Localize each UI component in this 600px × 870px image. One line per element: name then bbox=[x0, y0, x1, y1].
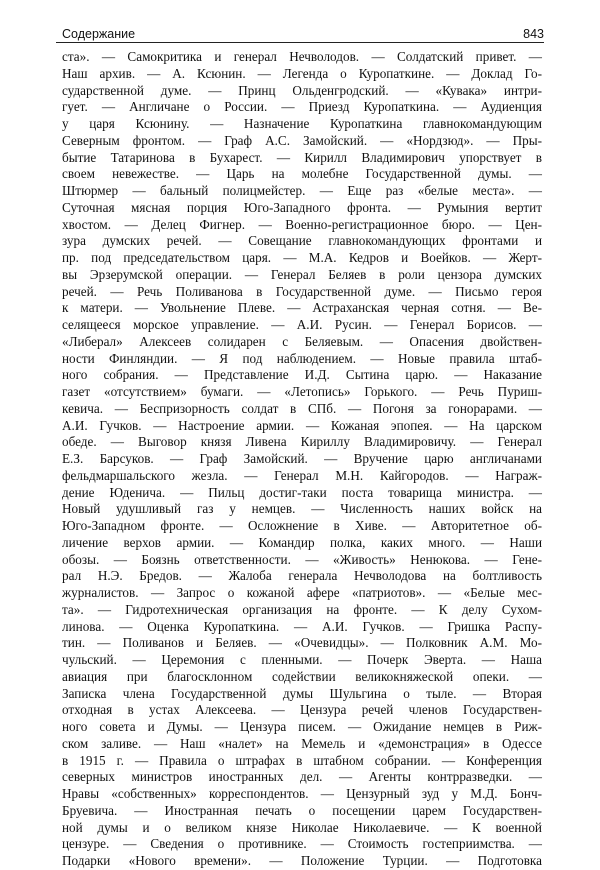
text-line: Новый удушливый газ у немцев. — Численность наших войск на bbox=[62, 501, 542, 517]
text-line: зура думских речей. — Совещание главнокомандующих фронтами и bbox=[62, 233, 542, 249]
text-line: селящееся морское управление. — А.И. Русин. — Генерал Борисов. — bbox=[62, 317, 542, 332]
text-line: пр. под председательством царя. — М.А. Кедров и Воейков. — Жерт- bbox=[62, 250, 542, 265]
text-line: журналистов. — Запрос о кожаной афере «патриотов». — «Белые мес- bbox=[62, 585, 542, 600]
text-line: Юго-Западном фронте. — Осложнение в Хиве. — Авторитетное об- bbox=[62, 518, 542, 533]
text-line: обеде. — Выговор князя Ливена Кириллу Владимировичу. — Генерал bbox=[62, 434, 542, 450]
text-line: А.И. Гучков. — Настроение армии. — Кожаная эпопея. — На царском bbox=[62, 417, 542, 433]
text-line: чульский. — Церемония с пленными. — Почерк Эверта. — Наша bbox=[62, 652, 542, 667]
text-line: Бруевича. — Иностранная печать о посещении царем Государствен- bbox=[62, 802, 542, 818]
text-line: тин. — Поливанов и Беляев. — «Очевидцы». — Полковник А.М. Мо- bbox=[62, 635, 542, 651]
text-line: авиация при благосклонном содействии великокняжеской опеки. — bbox=[62, 668, 542, 684]
text-line: хвостом. — Делец Фигнер. — Военно-регистрационное бюро. — Цен- bbox=[62, 216, 542, 232]
text-line: гует. — Англичане о России. — Приезд Куропаткина. — Аудиенция bbox=[62, 99, 542, 115]
text-line: обозы. — Боязнь ответственности. — «Живость» Ненюкова. — Гене- bbox=[62, 551, 542, 567]
text-line: в 1915 г. — Правила о штрафах в штабном собрании. — Конференция bbox=[62, 752, 542, 768]
text-line: Подарки «Нового времени». — Положение Турции. — Подготовка bbox=[62, 853, 542, 868]
text-line: цензуре. — Сведения о противнике. — Стоимость гостеприимства. — bbox=[62, 836, 542, 852]
text-line: Записка члена Государственной думы Шульгина о тыле. — Вторая bbox=[62, 685, 542, 701]
body-text bbox=[62, 49, 542, 870]
text-line: Штюрмер — бальный полицмейстер. — Еще раз «белые места». — bbox=[62, 183, 542, 198]
text-line: «Либерал» Алексеев солидарен с Беляевым. — Опасения двойствен- bbox=[62, 333, 542, 349]
text-line: Суточная мясная порция Юго-Западного фронта. — Румыния вертит bbox=[62, 199, 542, 215]
section-title: Содержание bbox=[62, 27, 136, 41]
text-line: Наш архив. — А. Ксюнин. — Легенда о Куропаткине. — Доклад Го- bbox=[62, 65, 542, 81]
text-line: линова. — Оценка Куропаткина. — А.И. Гучков. — Гришка Распу- bbox=[62, 618, 542, 634]
text-line: Северным фронтом. — Граф А.С. Замойский. — «Нордзюд». — Пры- bbox=[62, 132, 542, 148]
text-line: личение верхов армии. — Командир полка, каких много. — Наши bbox=[62, 534, 542, 550]
text-line: ного собрания. — Представление И.Д. Сытина царю. — Наказание bbox=[62, 367, 542, 383]
text-line: кевича. — Беспризорность солдат в СПб. — Погоня за гонорарами. — bbox=[62, 400, 542, 416]
text-line: Е.З. Барсуков. — Граф Замойский. — Вручение царю англичанами bbox=[62, 451, 542, 466]
page-number: 843 bbox=[523, 27, 544, 41]
text-line: отходная в устах Алексеева. — Цензура речей членов Государствен- bbox=[62, 702, 542, 718]
text-line: у царя Ксюнину. — Назначение Куропаткина главнокомандующим bbox=[62, 116, 542, 131]
text-line: ного совета и Думы. — Цензура писем. — Ожидание немцев в Риж- bbox=[62, 719, 542, 734]
text-line: ности Финляндии. — Я под наблюдением. — Новые правила штаб- bbox=[62, 350, 542, 366]
text-line: вы Эрзерумской операции. — Генерал Беляев в роли цензора думских bbox=[62, 266, 542, 282]
text-line: северных министров иностранных дел. — Агенты контрразведки. — bbox=[62, 769, 542, 785]
text-line: дение Юденича. — Пильц достиг-таки поста товарища министра. — bbox=[62, 484, 542, 500]
text-line: газет «отсутствием» бумаги. — «Летопись» Горького. — Речь Пуриш- bbox=[62, 384, 542, 399]
text-line: рал Н.Э. Бредов. — Жалоба генерала Нечволодова на болтливость bbox=[62, 568, 542, 584]
text-line: ста». — Самокритика и генерал Нечволодов. — Солдатский привет. — bbox=[62, 49, 542, 64]
text-line: фельдмаршальского жезла. — Генерал М.Н. Кайгородов. — Награж- bbox=[62, 467, 542, 483]
text-line: ском заливе. — Наш «налет» на Мемель и «демонстрация» в Одессе bbox=[62, 735, 542, 751]
text-line: своем невежестве. — Царь на молебне Государственной думы. — bbox=[62, 166, 542, 182]
text-line: бытие Татаринова в Бухарест. — Кирилл Владимирович упорствует в bbox=[62, 149, 542, 165]
text-line: та». — Гидротехническая организация на фронте. — К делу Сухом- bbox=[62, 601, 542, 617]
text-line: ной думы и о великом князе Николае Николаевиче. — К военной bbox=[62, 819, 542, 835]
header-rule bbox=[56, 42, 544, 43]
text-line: сударственной думе. — Принц Ольденгродский. — «Кувака» интри- bbox=[62, 82, 542, 98]
text-line: речей. — Речь Поливанова в Государственной думе. — Письмо героя bbox=[62, 283, 542, 299]
text-line: к матери. — Увольнение Плеве. — Астраханская черная сотня. — Ве- bbox=[62, 300, 542, 316]
text-line: Нравы «собственных» корреспондентов. — Цензурный зуд у М.Д. Бонч- bbox=[62, 786, 542, 801]
